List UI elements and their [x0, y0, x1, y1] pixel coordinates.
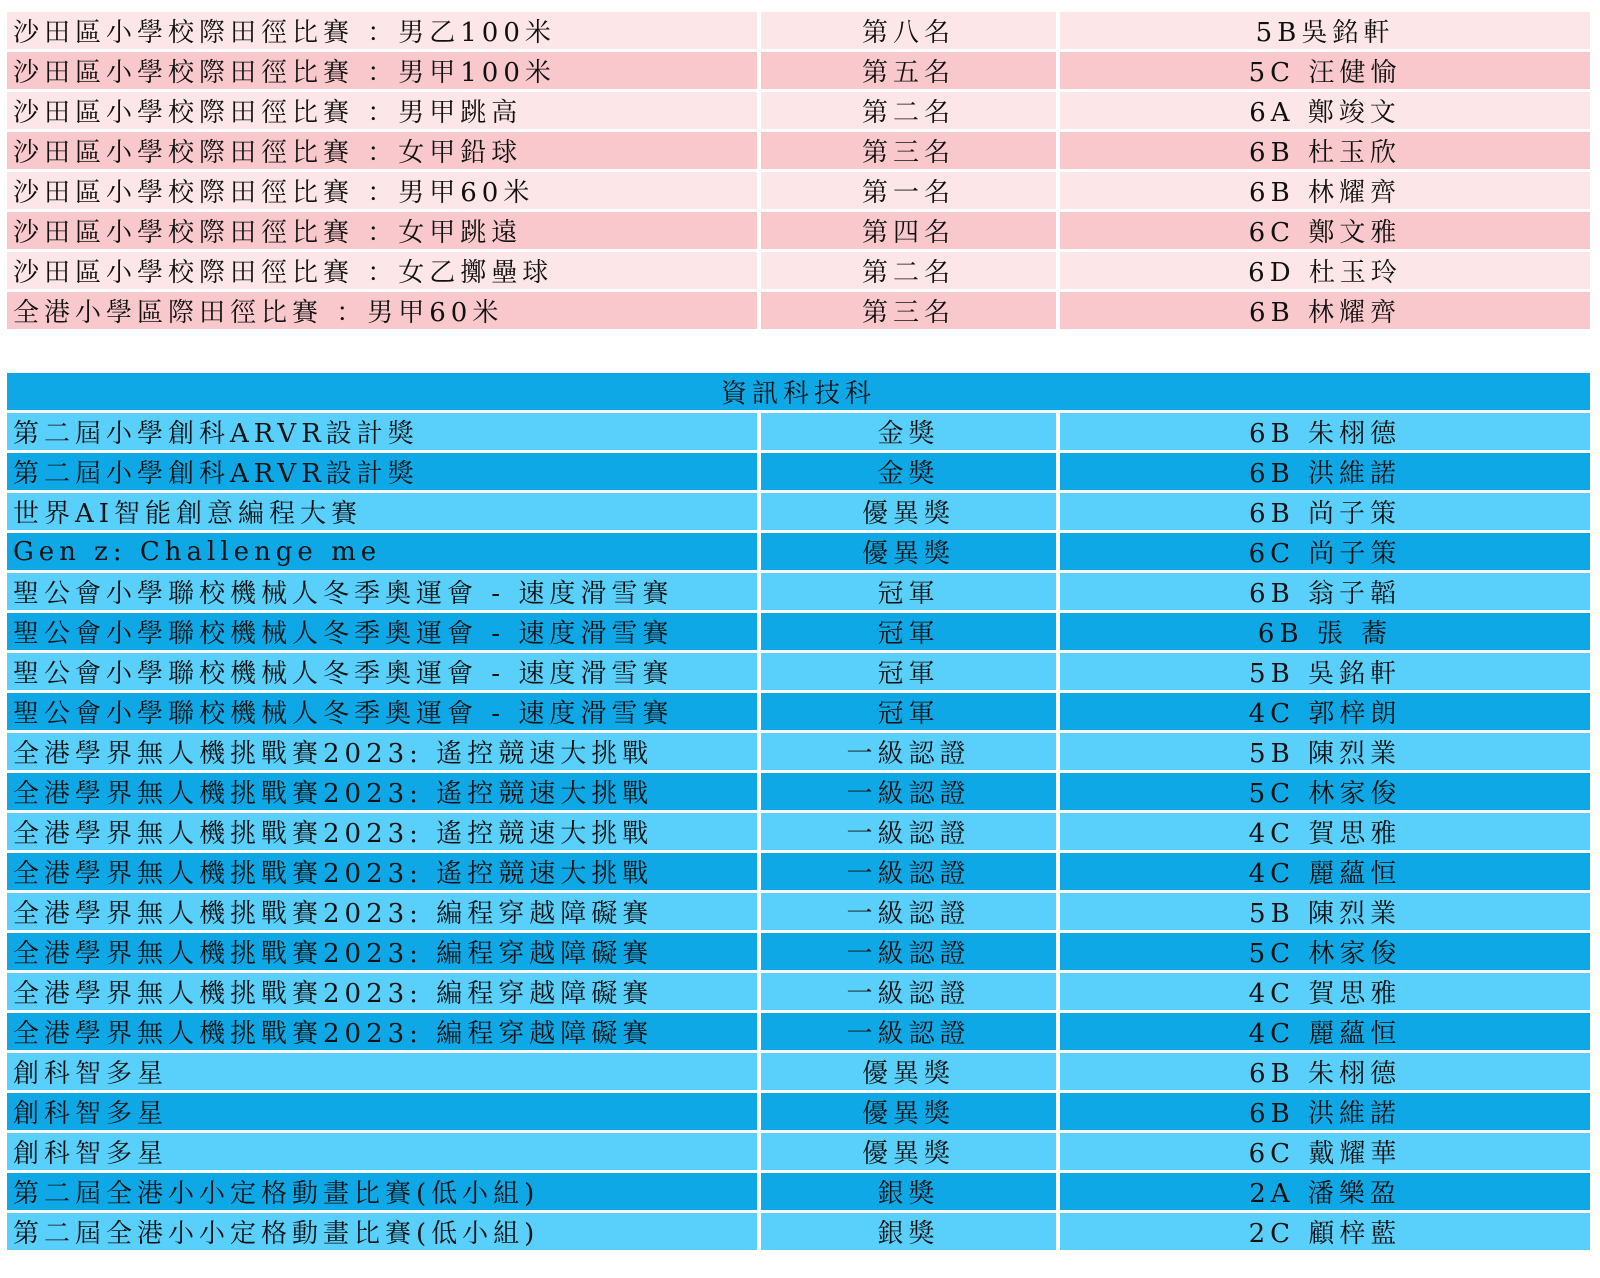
award-cell: 第三名 — [761, 292, 1056, 329]
table-row — [7, 813, 1594, 853]
award-cell: 第四名 — [761, 212, 1056, 249]
table-row — [7, 413, 1594, 453]
table-row — [7, 212, 1594, 252]
event-cell: 沙田區小學校際田徑比賽 ：女甲鉛球 — [7, 132, 757, 169]
award-cell: 優異獎 — [761, 1133, 1056, 1170]
table-row — [7, 653, 1594, 693]
event-cell: 沙田區小學校際田徑比賽 ：女甲跳遠 — [7, 212, 757, 249]
student-cell: 6B 洪維諾 — [1060, 1093, 1590, 1130]
event-cell: 全港學界無人機挑戰賽2023: 遙控競速大挑戰 — [7, 813, 757, 850]
table-row — [7, 773, 1594, 813]
event-cell: 全港學界無人機挑戰賽2023: 編程穿越障礙賽 — [7, 973, 757, 1010]
award-cell: 一級認證 — [761, 973, 1056, 1010]
award-cell: 一級認證 — [761, 853, 1056, 890]
student-cell: 6C 戴耀華 — [1060, 1133, 1590, 1170]
event-cell: 沙田區小學校際田徑比賽 ：男甲100米 — [7, 52, 757, 89]
award-cell: 一級認證 — [761, 733, 1056, 770]
student-cell: 6D 杜玉玲 — [1060, 252, 1590, 289]
event-cell: 創科智多星 — [7, 1133, 757, 1170]
event-cell: 全港學界無人機挑戰賽2023: 遙控競速大挑戰 — [7, 773, 757, 810]
student-cell: 4C 麗蘊恒 — [1060, 1013, 1590, 1050]
event-cell: 沙田區小學校際田徑比賽 ：女乙擲壘球 — [7, 252, 757, 289]
table-row — [7, 1053, 1594, 1093]
award-cell: 一級認證 — [761, 1013, 1056, 1050]
award-cell: 一級認證 — [761, 813, 1056, 850]
student-cell: 2A 潘樂盈 — [1060, 1173, 1590, 1210]
event-cell: 世界AI智能創意編程大賽 — [7, 493, 757, 530]
student-cell: 6B 翁子韜 — [1060, 573, 1590, 610]
student-cell: 5C 林家俊 — [1060, 933, 1590, 970]
award-cell: 第五名 — [761, 52, 1056, 89]
student-cell: 5B 吳銘軒 — [1060, 653, 1590, 690]
event-cell: 聖公會小學聯校機械人冬季奧運會 - 速度滑雪賽 — [7, 573, 757, 610]
award-cell: 冠軍 — [761, 653, 1056, 690]
award-cell: 優異獎 — [761, 493, 1056, 530]
table-row — [7, 493, 1594, 533]
event-cell: 聖公會小學聯校機械人冬季奧運會 - 速度滑雪賽 — [7, 653, 757, 690]
table-row — [7, 853, 1594, 893]
student-cell: 4C 郭梓朗 — [1060, 693, 1590, 730]
table-row — [7, 693, 1594, 733]
it-section-title: 資訊科技科 — [7, 373, 1590, 410]
student-cell: 6A 鄭竣文 — [1060, 92, 1590, 129]
student-cell: 6B 林耀齊 — [1060, 292, 1590, 329]
award-cell: 第二名 — [761, 252, 1056, 289]
event-cell: 全港學界無人機挑戰賽2023: 編程穿越障礙賽 — [7, 1013, 757, 1050]
student-cell: 6C 鄭文雅 — [1060, 212, 1590, 249]
event-cell: 全港學界無人機挑戰賽2023: 遙控競速大挑戰 — [7, 733, 757, 770]
table-row — [7, 733, 1594, 773]
table-row — [7, 933, 1594, 973]
table-row — [7, 92, 1594, 132]
it-awards-table — [7, 373, 1594, 1253]
award-cell: 優異獎 — [761, 1093, 1056, 1130]
award-cell: 第三名 — [761, 132, 1056, 169]
event-cell: 全港小學區際田徑比賽 ：男甲60米 — [7, 292, 757, 329]
award-cell: 冠軍 — [761, 613, 1056, 650]
award-cell: 第八名 — [761, 12, 1056, 49]
table-row — [7, 292, 1594, 332]
award-cell: 銀獎 — [761, 1213, 1056, 1250]
table-row — [7, 1173, 1594, 1213]
student-cell: 5C 林家俊 — [1060, 773, 1590, 810]
event-cell: 第二屆小學創科ARVR設計獎 — [7, 453, 757, 490]
award-cell: 一級認證 — [761, 773, 1056, 810]
event-cell: 全港學界無人機挑戰賽2023: 遙控競速大挑戰 — [7, 853, 757, 890]
event-cell: 沙田區小學校際田徑比賽 ：男甲跳高 — [7, 92, 757, 129]
student-cell: 6B 洪維諾 — [1060, 453, 1590, 490]
student-cell: 2C 顧梓藍 — [1060, 1213, 1590, 1250]
student-cell: 4C 麗蘊恒 — [1060, 853, 1590, 890]
table-row — [7, 1093, 1594, 1133]
table-row — [7, 1133, 1594, 1173]
student-cell: 6B 張 蕎 — [1060, 613, 1590, 650]
table-row — [7, 1213, 1594, 1253]
table-row — [7, 132, 1594, 172]
award-cell: 優異獎 — [761, 1053, 1056, 1090]
event-cell: 創科智多星 — [7, 1093, 757, 1130]
table-row — [7, 573, 1594, 613]
table-row — [7, 12, 1594, 52]
event-cell: 沙田區小學校際田徑比賽 ：男甲60米 — [7, 172, 757, 209]
award-cell: 冠軍 — [761, 693, 1056, 730]
student-cell: 6B 尚子策 — [1060, 493, 1590, 530]
award-cell: 一級認證 — [761, 933, 1056, 970]
award-cell: 一級認證 — [761, 893, 1056, 930]
event-cell: 聖公會小學聯校機械人冬季奧運會 - 速度滑雪賽 — [7, 693, 757, 730]
event-cell: 沙田區小學校際田徑比賽 ：男乙100米 — [7, 12, 757, 49]
event-cell: Gen z: Challenge me — [7, 533, 757, 570]
student-cell: 5B 陳烈業 — [1060, 733, 1590, 770]
table-row — [7, 1013, 1594, 1053]
table-row — [7, 252, 1594, 292]
award-cell: 第一名 — [761, 172, 1056, 209]
table-row — [7, 52, 1594, 92]
event-cell: 第二屆小學創科ARVR設計獎 — [7, 413, 757, 450]
student-cell: 4C 賀思雅 — [1060, 813, 1590, 850]
pe-awards-table — [7, 12, 1594, 332]
student-cell: 5B吳銘軒 — [1060, 12, 1590, 49]
event-cell: 聖公會小學聯校機械人冬季奧運會 - 速度滑雪賽 — [7, 613, 757, 650]
event-cell: 創科智多星 — [7, 1053, 757, 1090]
table-row — [7, 613, 1594, 653]
student-cell: 6B 杜玉欣 — [1060, 132, 1590, 169]
award-cell: 優異獎 — [761, 533, 1056, 570]
student-cell: 5C 汪健愉 — [1060, 52, 1590, 89]
table-row — [7, 533, 1594, 573]
table-row — [7, 453, 1594, 493]
award-cell: 金獎 — [761, 413, 1056, 450]
student-cell: 6B 林耀齊 — [1060, 172, 1590, 209]
student-cell: 6B 朱栩德 — [1060, 413, 1590, 450]
student-cell: 6C 尚子策 — [1060, 533, 1590, 570]
table-row — [7, 172, 1594, 212]
award-cell: 金獎 — [761, 453, 1056, 490]
table-row — [7, 973, 1594, 1013]
student-cell: 5B 陳烈業 — [1060, 893, 1590, 930]
student-cell: 6B 朱栩德 — [1060, 1053, 1590, 1090]
event-cell: 全港學界無人機挑戰賽2023: 編程穿越障礙賽 — [7, 893, 757, 930]
student-cell: 4C 賀思雅 — [1060, 973, 1590, 1010]
award-cell: 冠軍 — [761, 573, 1056, 610]
event-cell: 全港學界無人機挑戰賽2023: 編程穿越障礙賽 — [7, 933, 757, 970]
event-cell: 第二屆全港小小定格動畫比賽(低小組) — [7, 1213, 757, 1250]
event-cell: 第二屆全港小小定格動畫比賽(低小組) — [7, 1173, 757, 1210]
award-cell: 銀獎 — [761, 1173, 1056, 1210]
award-cell: 第二名 — [761, 92, 1056, 129]
table-row — [7, 893, 1594, 933]
